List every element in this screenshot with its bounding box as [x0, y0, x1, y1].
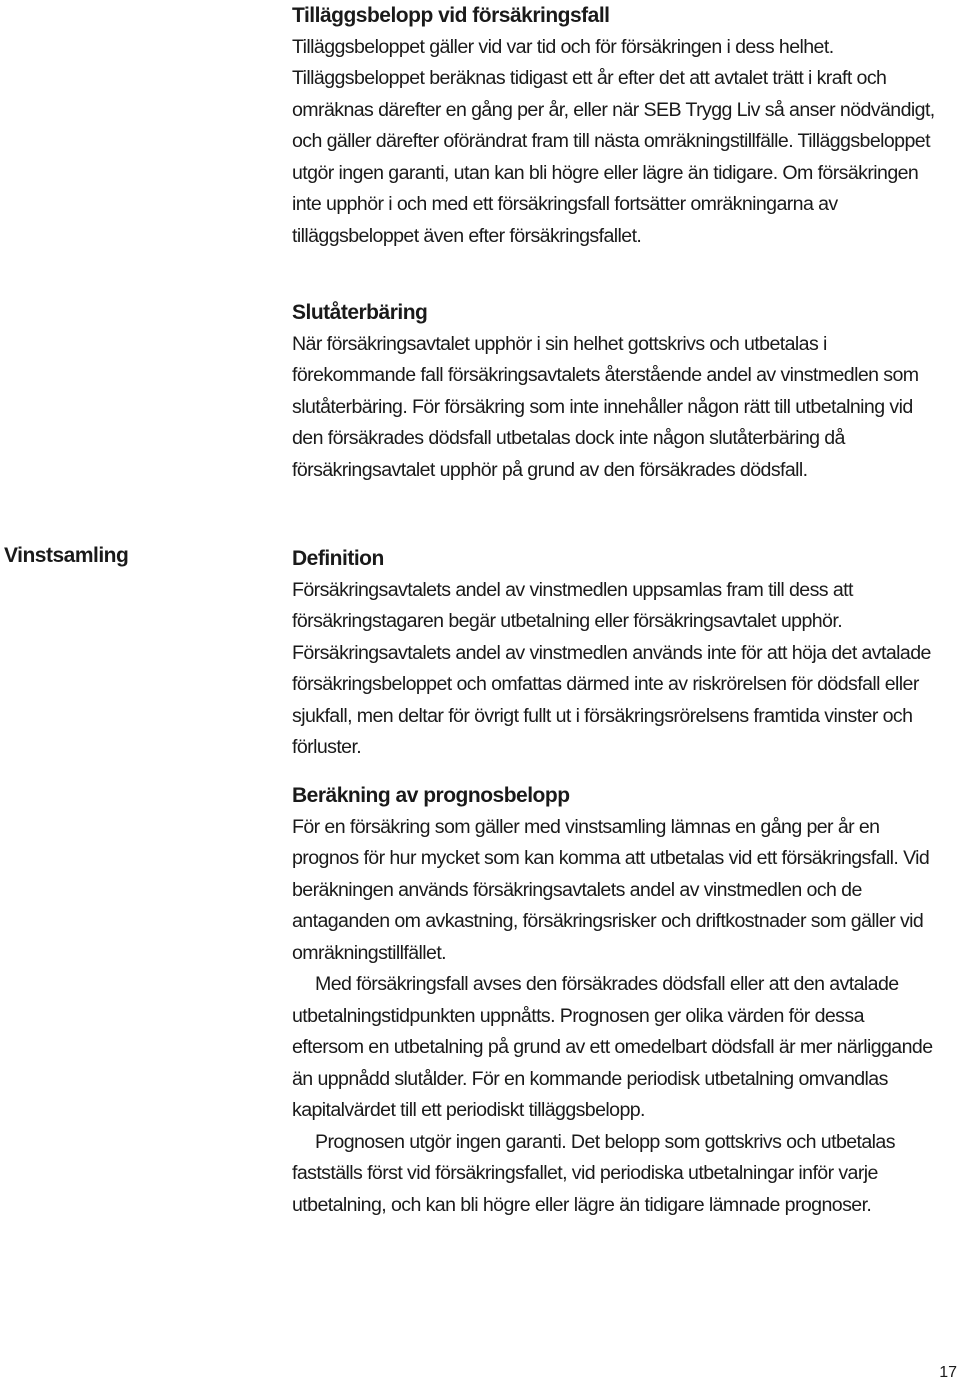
section-heading: Beräkning av prognosbelopp	[292, 784, 570, 807]
page-number: 17	[939, 1364, 957, 1381]
section-paragraph: När försäkringsavtalet upphör i sin helhet gottskrivs och utbetalas i förekommande fall försäkringsavtalets återstående andel av vinstmedlen som slutåterbäring. För försäkring som inte innehåller någon rätt till utbetalning vid den försäkrades dödsfall utbetalas dock inte någon slutåterbäring då försäkringsavtalet upphör på grund av den försäkrades dödsfall.	[292, 332, 919, 481]
section-heading: Slutåterbäring	[292, 301, 428, 324]
section-paragraph: Tilläggsbeloppet gäller vid var tid och för försäkringen i dess helhet. Tilläggsbeloppet beräknas tidigast ett år efter det att avtalet trätt i kraft och omräknas därefter en gång per år, eller när SEB Trygg Liv så anser nödvändigt, och gäller därefter oförändrat fram till nästa omräkningstillfälle. Tilläggsbeloppet utgör ingen garanti, utan kan bli högre eller lägre än tidigare. Om försäkringen inte upphör i och med ett försäkringsfall fortsätter omräkningarna av tilläggsbeloppet även efter försäkringsfallet.	[292, 35, 935, 247]
section-slutaterbaring	[292, 297, 937, 486]
section-paragraph: Prognosen utgör ingen garanti. Det belopp som gottskrivs och utbetalas fastställs först vid försäkringsfallet, vid periodiska utbetalningar inför varje utbetalning, och kan bli högre eller lägre än tidigare lämnade prognoser.	[292, 1130, 895, 1216]
section-heading: Tilläggsbelopp vid försäkringsfall	[292, 4, 610, 27]
section-paragraph: För en försäkring som gäller med vinstsamling lämnas en gång per år en prognos för hur mycket som kan komma att utbetalas vid ett försäkringsfall. Vid beräkningen används försäkringsavtalets andel av vinstmedlen och de antaganden om avkastning, försäkringsrisker och driftkostnader som gäller vid omräkningstillfället.	[292, 815, 930, 964]
section-heading: Definition	[292, 547, 384, 570]
section-paragraph: Försäkringsavtalets andel av vinstmedlen uppsamlas fram till dess att försäkringstagaren begär utbetalning eller försäkringsavtalet upphör. Försäkringsavtalets andel av vinstmedlen används inte för att höja det avtalade försäkringsbeloppet och omfattas därmed inte av riskrörelsen för dödsfall eller sjukfall, men deltar för övrigt fullt ut i försäkringsrörelsens framtida vinster och förluster.	[292, 578, 931, 758]
side-heading-vinstsamling: Vinstsamling	[4, 544, 129, 567]
section-definition	[292, 543, 937, 764]
section-prognosbelopp	[292, 780, 937, 1221]
section-tillaggsbelopp	[292, 0, 937, 252]
section-paragraph: Med försäkringsfall avses den försäkrades dödsfall eller att den avtalade utbetalningstidpunkten uppnåtts. Prognosen ger olika värden för dessa eftersom en utbetalning på grund av ett omedelbart dödsfall är mer närliggande än uppnådd slutålder. För en kommande periodisk utbetalning omvandlas kapitalvärdet till ett periodiskt tilläggsbelopp.	[292, 973, 933, 1121]
